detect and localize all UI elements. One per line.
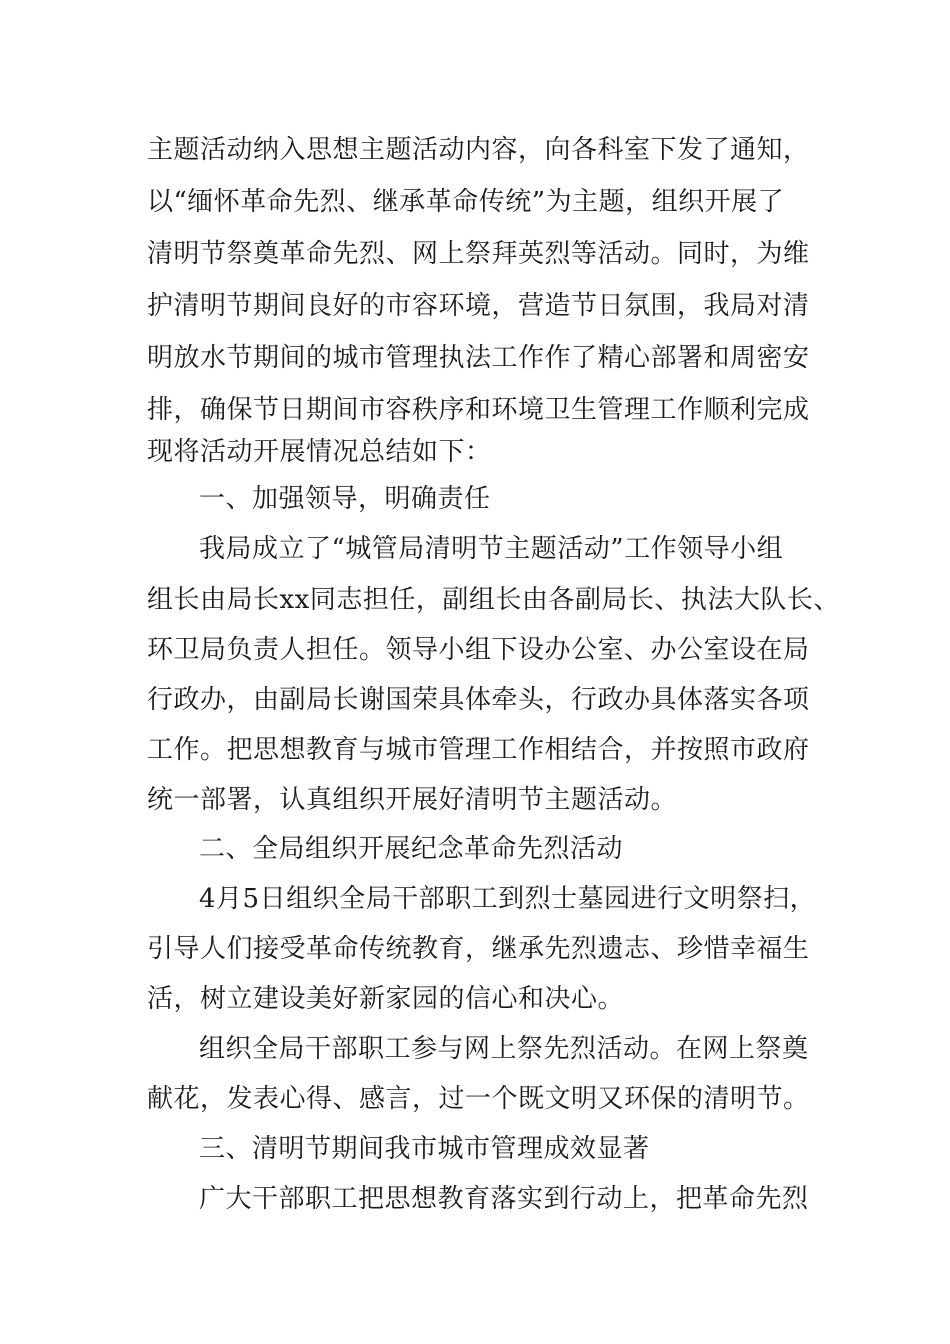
section-heading: 三、清明节期间我市城市管理成效显著	[199, 1134, 650, 1164]
text-line: 献花，发表心得、感言，过一个既文明又环保的清明节。	[147, 1084, 810, 1114]
text-line: 清明节祭奠革命先烈、网上祭拜英烈等活动。同时，为维	[147, 239, 810, 269]
text-line: 环卫局负责人担任。领导小组下设办公室、办公室设在局	[147, 635, 810, 665]
text-line: 明放水节期间的城市管理执法工作作了精心部署和周密安	[147, 343, 810, 373]
section-heading: 一、加强领导，明确责任	[199, 484, 491, 514]
section-heading: 二、全局组织开展纪念革命先烈活动	[199, 834, 624, 864]
paragraph-first-line: 广大干部职工把思想教育落实到行动上，把革命先烈	[199, 1184, 809, 1214]
text-line: 以“缅怀革命先烈、继承革命传统”为主题，组织开展了	[147, 187, 785, 217]
text-line: 工作。把思想教育与城市管理工作相结合，并按照市政府	[147, 735, 810, 765]
text-line: 组长由局长xx同志担任，副组长由各副局长、执法大队长、	[147, 585, 840, 615]
text-line: 主题活动纳入思想主题活动内容，向各科室下发了通知，	[147, 135, 810, 165]
text-line: 排，确保节日期间市容秩序和环境卫生管理工作顺利完成	[147, 395, 810, 425]
text-line: 统一部署，认真组织开展好清明节主题活动。	[147, 785, 678, 815]
text-line: 现将活动开展情况总结如下：	[147, 437, 492, 467]
text-line: 引导人们接受革命传统教育，继承先烈遗志、珍惜幸福生	[147, 934, 810, 964]
text-line: 护清明节期间良好的市容环境，营造节日氛围，我局对清	[147, 291, 810, 321]
paragraph-first-line: 4月5日组织全局干部职工到烈士墓园进行文明祭扫，	[199, 884, 817, 914]
text-line: 行政办，由副局长谢国荣具体牵头，行政办具体落实各项	[147, 685, 810, 715]
paragraph-first-line: 组织全局干部职工参与网上祭先烈活动。在网上祭奠	[199, 1034, 809, 1064]
text-line: 活，树立建设美好新家园的信心和决心。	[147, 984, 625, 1014]
paragraph-first-line: 我局成立了“城管局清明节主题活动”工作领导小组	[199, 534, 784, 564]
